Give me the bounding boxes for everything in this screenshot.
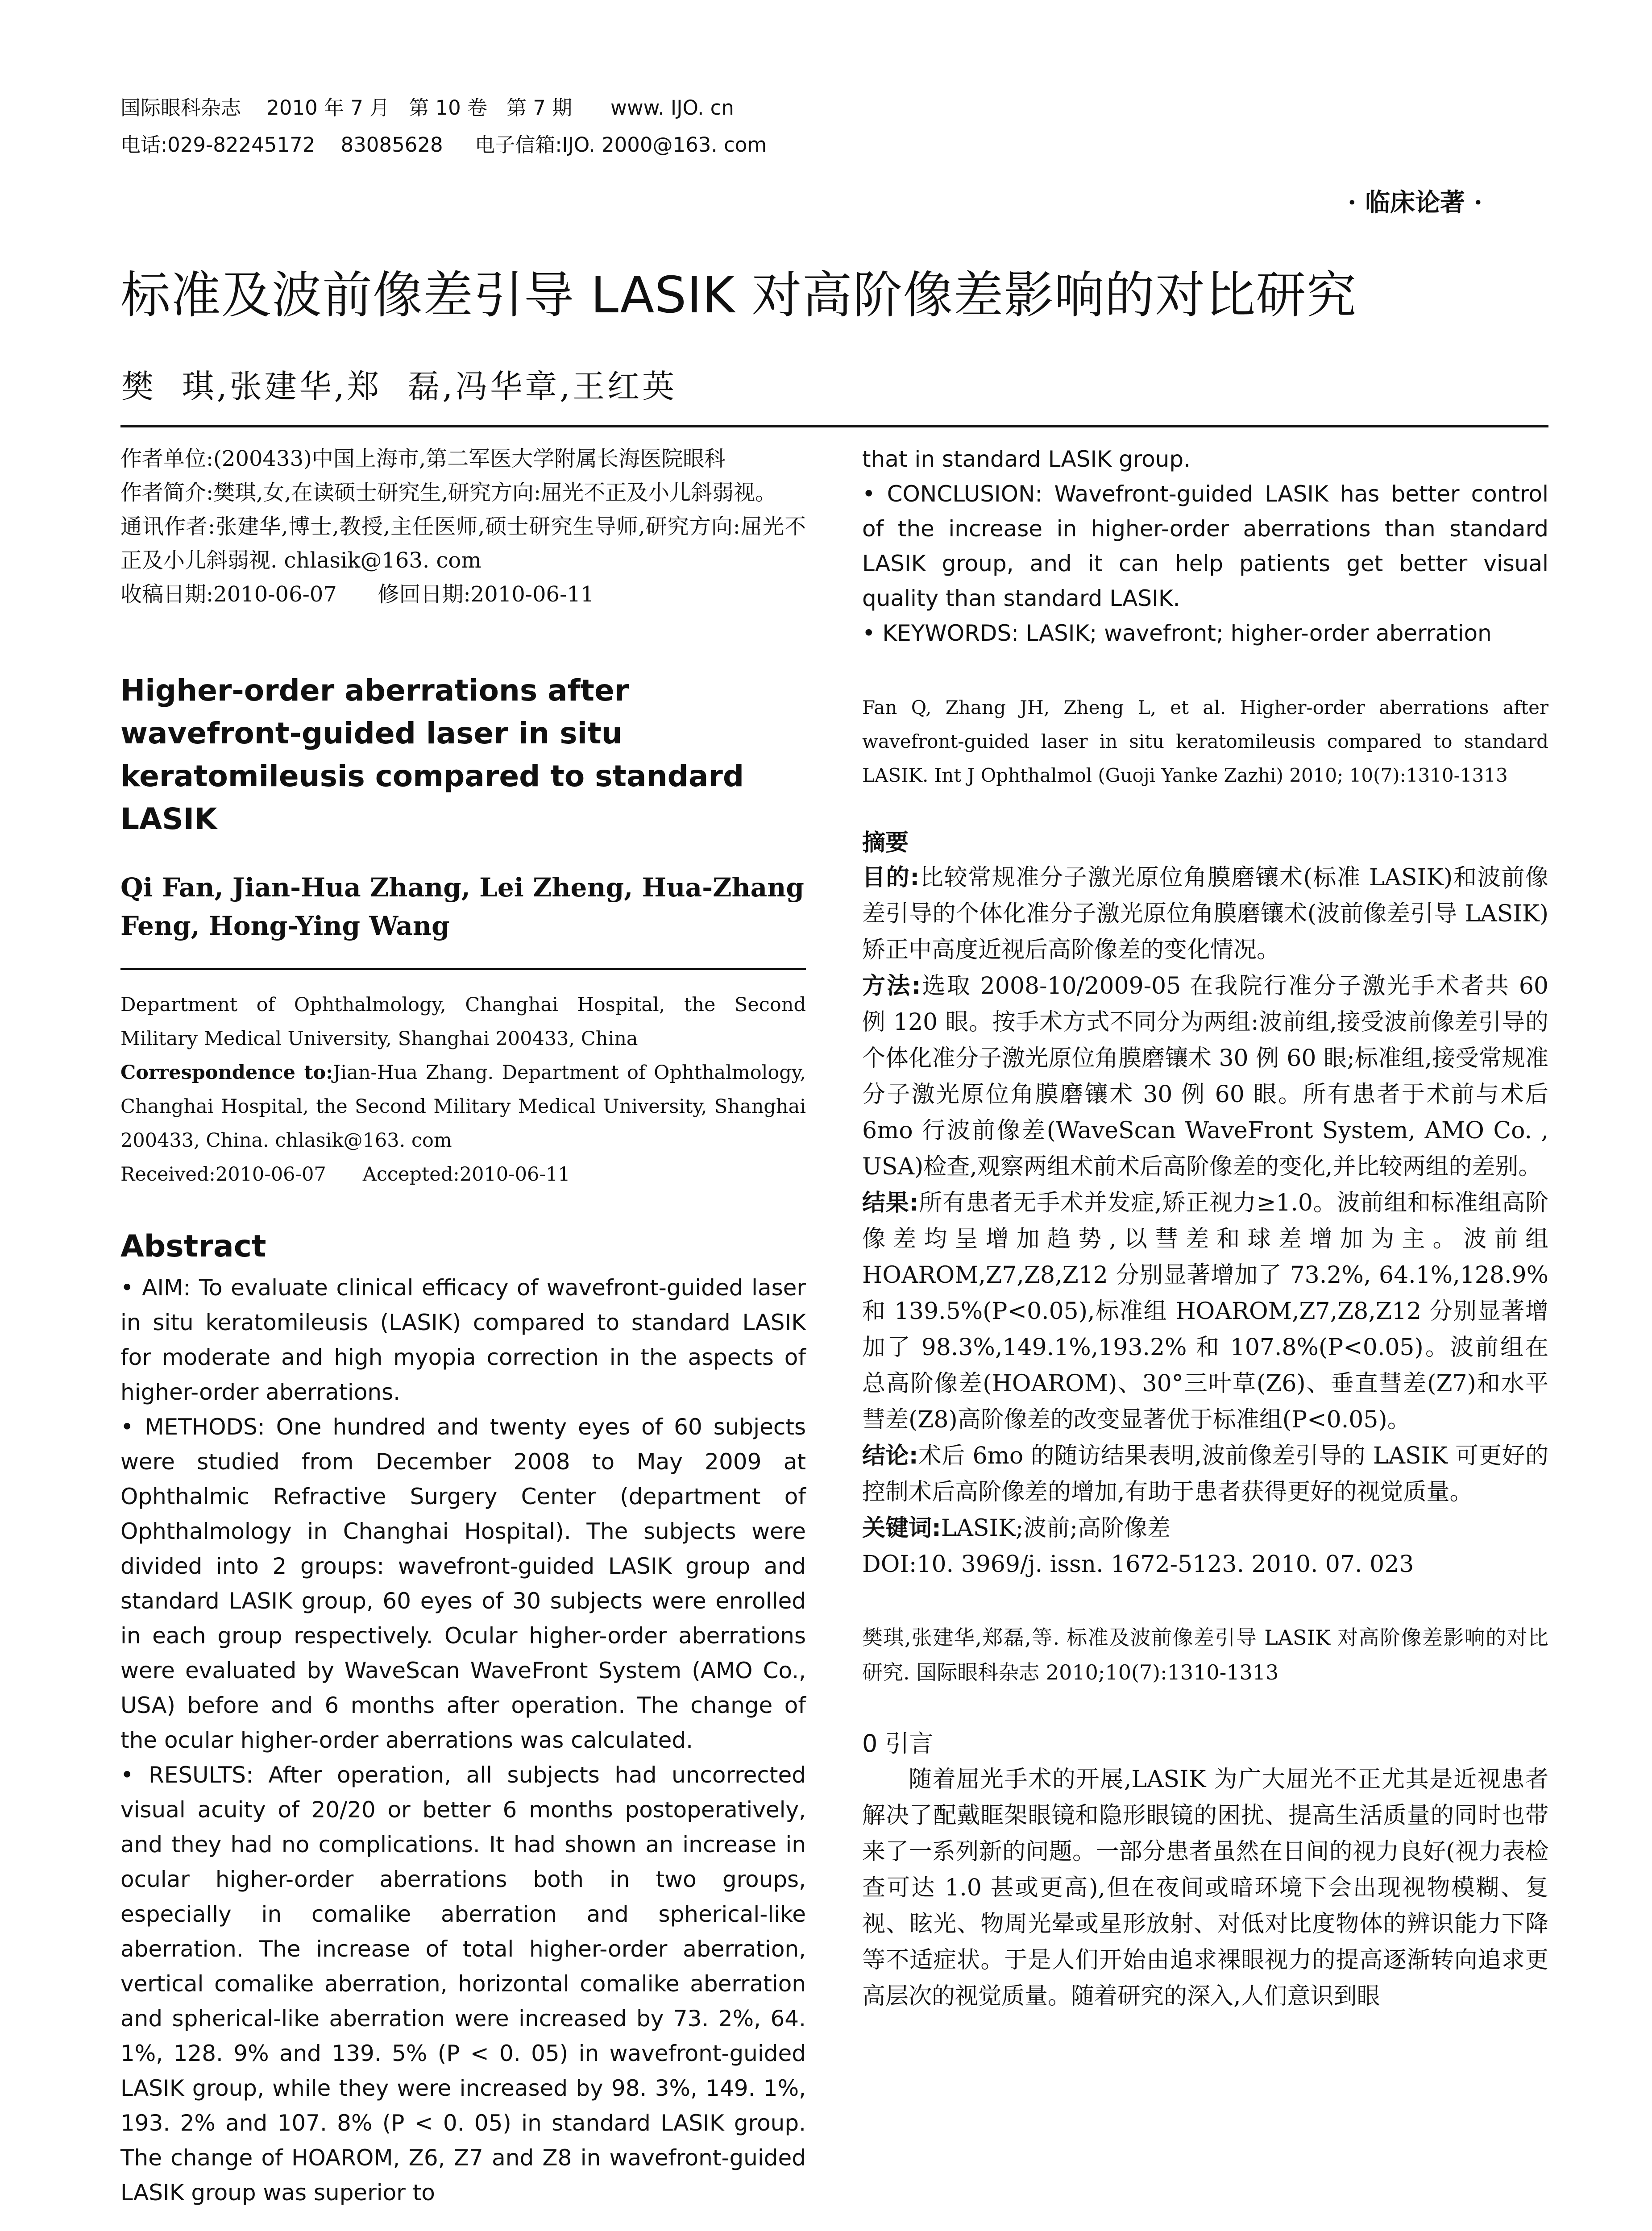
- journal-header-line-2: 电话:029-82245172 83085628 电子信箱:IJO. 2000@163. com: [120, 133, 767, 157]
- zh-keywords-text: LASIK;波前;高阶像差: [941, 1515, 1171, 1542]
- zh-results-text: 所有患者无手术并发症,矫正视力≥1.0。波前组和标准组高阶像差均呈增加趋势,以彗差和球差增加为主。波前组 HOAROM,Z7,Z8,Z12 分别显著增加了 73.2%, 64.1%,128.9% 和 139.5%(P<0.05),标准组 HOAROM,Z7,Z8,Z12 分别显著增加了 98.3%,149.1%,193.2% 和 107.8%(P<0.05)。波前组在总高阶像差(HOAROM)、30°三叶草(Z6)、垂直彗差(Z7)和水平彗差(Z8)高阶像差的改变显著优于标准组(P<0.05)。: [862, 1190, 1548, 1433]
- keywords-label: • KEYWORDS:: [862, 620, 1019, 646]
- abstract-zh: [862, 860, 1548, 1583]
- zh-keywords-label: 关键词:: [862, 1515, 941, 1542]
- dates-zh: 收稿日期:2010-06-07 修回日期:2010-06-11: [120, 582, 594, 607]
- article-title-zh: 标准及波前像差引导 LASIK 对高阶像差影响的对比研究: [120, 266, 1357, 324]
- keywords-text: LASIK; wavefront; higher-order aberration: [1025, 620, 1492, 646]
- title-divider: [120, 425, 1548, 427]
- intro-paragraph: 随着屈光手术的开展,LASIK 为广大屈光不正尤其是近视患者解决了配戴眶架眼镜和隐形眼镜的困扰、提高生活质量的同时也带来了一系列新的问题。一部分患者虽然在日间的视力良好(视力表检查可达 1.0 甚或更高),但在夜间或暗环境下会出现视物模糊、复视、眩光、物周光晕或星形放射、对低对比度物体的辨识能力下降等不适症状。于是人们开始由追求裸眼视力的提高逐渐转向追求更高层次的视觉质量。随着研究的深入,人们意识到眼: [862, 1766, 1548, 2010]
- results-text: After operation, all subjects had uncorrected visual acuity of 20/20 or better 6 months postoperatively, and they had no complications. It had shown an increase in ocular higher-order aberrations both in two groups, especially in comalike aberration and spherical-like aberration. The increase of total higher-order aberration, vertical comalike aberration, horizontal comalike aberration and spherical-like aberration were increased by 73. 2%, 64. 1%, 128. 9% and 139. 5% (P < 0. 05) in wavefront-guided LASIK group, while they were increased by 98. 3%, 149. 1%, 193. 2% and 107. 8% (P < 0. 05) in standard LASIK group. The change of HOAROM, Z6, Z7 and Z8 in wavefront-guided LASIK group was superior to: [120, 1762, 806, 2206]
- abstract-results: [120, 1758, 806, 2210]
- left-column: [120, 442, 806, 2210]
- abstract-keywords: [862, 616, 1548, 651]
- author-profile-zh: 作者简介:樊琪,女,在读硕士研究生,研究方向:屈光不正及小儿斜弱视。: [120, 480, 777, 505]
- zh-aim-label: 目的:: [862, 864, 920, 891]
- abstract-methods: [120, 1410, 806, 1758]
- zh-methods: [862, 968, 1548, 1185]
- author-affiliation-zh: 作者单位:(200433)中国上海市,第二军医大学附属长海医院眼科: [120, 446, 726, 471]
- corresponding-author-zh: 通讯作者:张建华,博士,教授,主任医师,硕士研究生导师,研究方向:屈光不正及小儿斜弱视. chlasik@163. com: [120, 514, 806, 573]
- affiliation-en: Department of Ophthalmology, Changhai Hospital, the Second Military Medical University, Shanghai 200433, China: [120, 994, 806, 1050]
- journal-header-line-1: 国际眼科杂志 2010 年 7 月 第 10 卷 第 7 期 www. IJO. cn: [120, 96, 734, 120]
- intro-heading: 0 引言: [862, 1729, 934, 1758]
- zh-results: [862, 1185, 1548, 1438]
- zh-conclusion: [862, 1438, 1548, 1510]
- authors-en: Qi Fan, Jian-Hua Zhang, Lei Zheng, Hua-Zhang Feng, Hong-Ying Wang: [120, 872, 804, 941]
- correspondence-text: Jian-Hua Zhang. Department of Ophthalmology, Changhai Hospital, the Second Military Medical University, Shanghai 200433, China. chlasik@163. com: [120, 1062, 806, 1152]
- zh-results-label: 结果:: [862, 1190, 919, 1216]
- zh-keywords: [862, 1510, 1548, 1547]
- abstract-en-continued: [862, 442, 1548, 651]
- abstract-en: [120, 1270, 806, 2210]
- abstract-aim: [120, 1270, 806, 1410]
- methods-text: One hundred and twenty eyes of 60 subjects were studied from December 2008 to May 2009 at Ophthalmic Refractive Surgery Center (department of Ophthalmology in Changhai Hospital). The subjects were divided into 2 groups: wavefront-guided LASIK group and standard LASIK group, 60 eyes of 30 subjects were enrolled in each group respectively. Ocular higher-order aberrations were evaluated by WaveScan WaveFront System (AMO Co., USA) before and 6 months after operation. The change of the ocular higher-order aberrations was calculated.: [120, 1414, 806, 1753]
- aim-label: • AIM:: [120, 1275, 191, 1301]
- author-info: [120, 442, 806, 611]
- affiliation-block: [120, 988, 806, 1191]
- results-continued: that in standard LASIK group.: [862, 446, 1191, 472]
- section-label: · 临床论著 ·: [1348, 188, 1482, 217]
- citation-en: Fan Q, Zhang JH, Zheng L, et al. Higher-order aberrations after wavefront-guided laser in situ keratomileusis compared to standard LASIK. Int J Ophthalmol (Guoji Yanke Zazhi) 2010; 10(7):1310-1313: [862, 697, 1548, 786]
- correspondence-label: Correspondence to:: [120, 1062, 333, 1084]
- doi: DOI:10. 3969/j. issn. 1672-5123. 2010. 07. 023: [862, 1551, 1414, 1578]
- affiliation-divider: [120, 968, 806, 970]
- zh-abstract-heading: 摘要: [862, 829, 909, 856]
- citation-zh: 樊琪,张建华,郑磊,等. 标准及波前像差引导 LASIK 对高阶像差影响的对比研究. 国际眼科杂志 2010;10(7):1310-1313: [862, 1626, 1548, 1684]
- zh-methods-label: 方法:: [862, 973, 921, 999]
- zh-conclusion-label: 结论:: [862, 1443, 918, 1469]
- conclusion-text: Wavefront-guided LASIK has better control of the increase in higher-order aberrations than standard LASIK group, and it can help patients get better visual quality than standard LASIK.: [862, 481, 1548, 611]
- conclusion-label: • CONCLUSION:: [862, 481, 1043, 507]
- abstract-conclusion: [862, 477, 1548, 616]
- results-label: • RESULTS:: [120, 1762, 253, 1788]
- authors-zh: 樊 琪,张建华,郑 磊,冯华章,王红英: [121, 368, 677, 405]
- right-column: [862, 442, 1548, 2015]
- abstract-heading: Abstract: [120, 1229, 266, 1264]
- zh-aim-text: 比较常规准分子激光原位角膜磨镶术(标准 LASIK)和波前像差引导的个体化准分子激光原位角膜磨镶术(波前像差引导 LASIK)矫正中高度近视后高阶像差的变化情况。: [862, 864, 1549, 963]
- received-accepted-dates: Received:2010-06-07 Accepted:2010-06-11: [120, 1163, 570, 1186]
- methods-label: • METHODS:: [120, 1414, 265, 1440]
- zh-conclusion-text: 术后 6mo 的随访结果表明,波前像差引导的 LASIK 可更好的控制术后高阶像差的增加,有助于患者获得更好的视觉质量。: [862, 1443, 1549, 1505]
- article-title-en: Higher-order aberrations after wavefront-guided laser in situ keratomileusis compared to standard LASIK: [120, 673, 744, 836]
- aim-text: To evaluate clinical efficacy of wavefront-guided laser in situ keratomileusis (LASIK) compared to standard LASIK for moderate and high myopia correction in the aspects of higher-order aberrations.: [120, 1275, 806, 1405]
- zh-methods-text: 选取 2008-10/2009-05 在我院行准分子激光手术者共 60 例 120 眼。按手术方式不同分为两组:波前组,接受波前像差引导的个体化准分子激光原位角膜磨镶术 30 例 60 眼;标准组,接受常规准分子激光原位角膜磨镶术 30 例 60 眼。所有患者于术前与术后 6mo 行波前像差(WaveScan WaveFront System, AMO Co. , USA)检查,观察两组术前术后高阶像差的变化,并比较两组的差别。: [862, 973, 1548, 1180]
- correspondence-en: [120, 1056, 806, 1157]
- zh-aim: [862, 860, 1548, 968]
